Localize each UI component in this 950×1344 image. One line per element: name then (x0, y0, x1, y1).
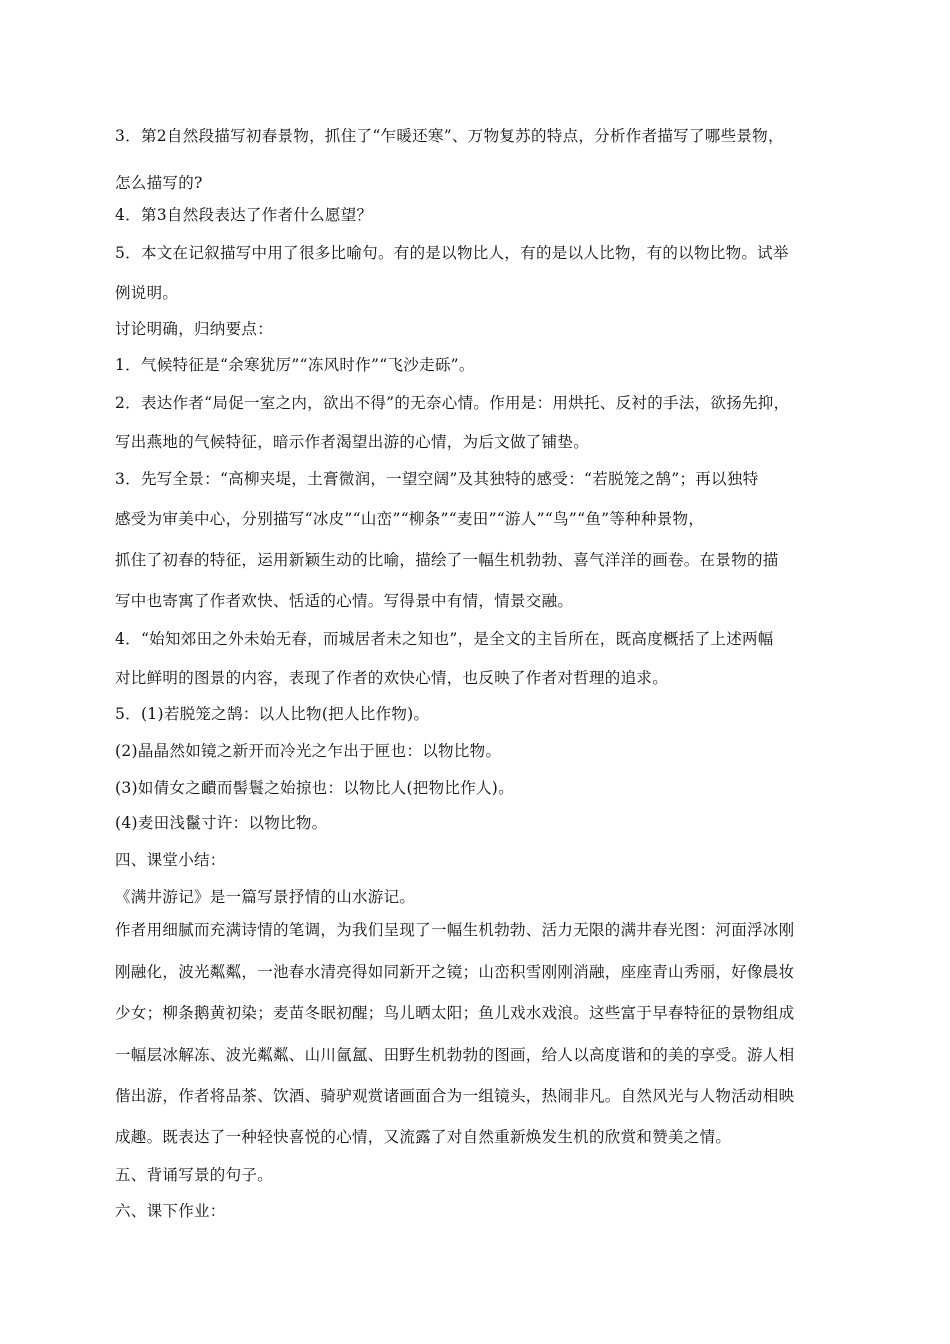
text-line: 5．(1)若脱笼之鹄：以人比物(把人比作物)。 (115, 705, 430, 723)
text-line: (3)如倩女之靧而髻鬟之始掠也：以物比人(把物比作人)。 (115, 779, 514, 797)
text-line: 4．“始知郊田之外未始无春，而城居者未之知也”，是全文的主旨所在，既高度概括了上述两幅 (115, 630, 774, 648)
text-line: 四、课堂小结： (115, 851, 226, 869)
text-line: 例说明。 (115, 284, 179, 302)
text-line: 成趣。既表达了一种轻快喜悦的心情，又流露了对自然重新焕发生机的欣赏和赞美之情。 (115, 1128, 732, 1146)
text-line: 3．先写全景：“高柳夹堤，土膏微润，一望空阔”及其独特的感受：“若脱笼之鹄”；再以独特 (115, 470, 759, 488)
text-line: 2．表达作者“局促一室之内，欲出不得”的无奈心情。作用是：用烘托、反衬的手法，欲扬先抑， (115, 394, 790, 412)
text-line: 六、课下作业： (115, 1202, 226, 1220)
text-line: 写中也寄寓了作者欢快、恬适的心情。写得景中有情，情景交融。 (115, 592, 574, 610)
text-line: 3．第2自然段描写初春景物，抓住了“乍暖还寒”、万物复苏的特点，分析作者描写了哪些景物， (115, 127, 784, 145)
text-line: 讨论明确，归纳要点： (115, 320, 274, 338)
text-line: 刚融化，波光粼粼，一池春水清亮得如同新开之镜；山峦积雪刚刚消融，座座青山秀丽，好像晨妆 (115, 963, 795, 981)
text-line: 抓住了初春的特征，运用新颖生动的比喻，描绘了一幅生机勃勃、喜气洋洋的画卷。在景物的描 (115, 551, 779, 569)
text-line: 一幅层冰解冻、波光粼粼、山川氤氲、田野生机勃勃的图画，给人以高度谐和的美的享受。游人相 (115, 1046, 795, 1064)
text-line: 偕出游，作者将品茶、饮酒、骑驴观赏诸画面合为一组镜头，热闹非凡。自然风光与人物活动相映 (115, 1087, 795, 1105)
text-line: 五、背诵写景的句子。 (115, 1166, 274, 1184)
text-line: 4．第3自然段表达了作者什么愿望？ (115, 206, 373, 224)
text-line: 作者用细腻而充满诗情的笔调，为我们呈现了一幅生机勃勃、活力无限的满井春光图：河面浮冰刚 (115, 921, 795, 939)
text-line: 感受为审美中心，分别描写“冰皮”“山峦”“柳条”“麦田”“游人”“鸟”“鱼”等种种景物， (115, 510, 705, 528)
text-line: (2)晶晶然如镜之新开而冷光之乍出于匣也：以物比物。 (115, 742, 502, 760)
text-line: 1．气候特征是“余寒犹厉”“冻风时作”“飞沙走砾”。 (115, 356, 475, 374)
text-line: 对比鲜明的图景的内容，表现了作者的欢快心情，也反映了作者对哲理的追求。 (115, 669, 669, 687)
text-line: 写出燕地的气候特征，暗示作者渴望出游的心情，为后文做了铺垫。 (115, 433, 590, 451)
text-line: (4)麦田浅鬣寸许：以物比物。 (115, 814, 328, 832)
text-line: 《满井游记》是一篇写景抒情的山水游记。 (115, 888, 416, 906)
text-line: 5．本文在记叙描写中用了很多比喻句。有的是以物比人，有的是以人比物，有的以物比物。试举 (115, 244, 789, 262)
text-line: 少女；柳条鹅黄初染；麦苗冬眠初醒；鸟儿晒太阳；鱼儿戏水戏浪。这些富于早春特征的景物组成 (115, 1004, 795, 1022)
text-line: 怎么描写的? (115, 174, 203, 192)
